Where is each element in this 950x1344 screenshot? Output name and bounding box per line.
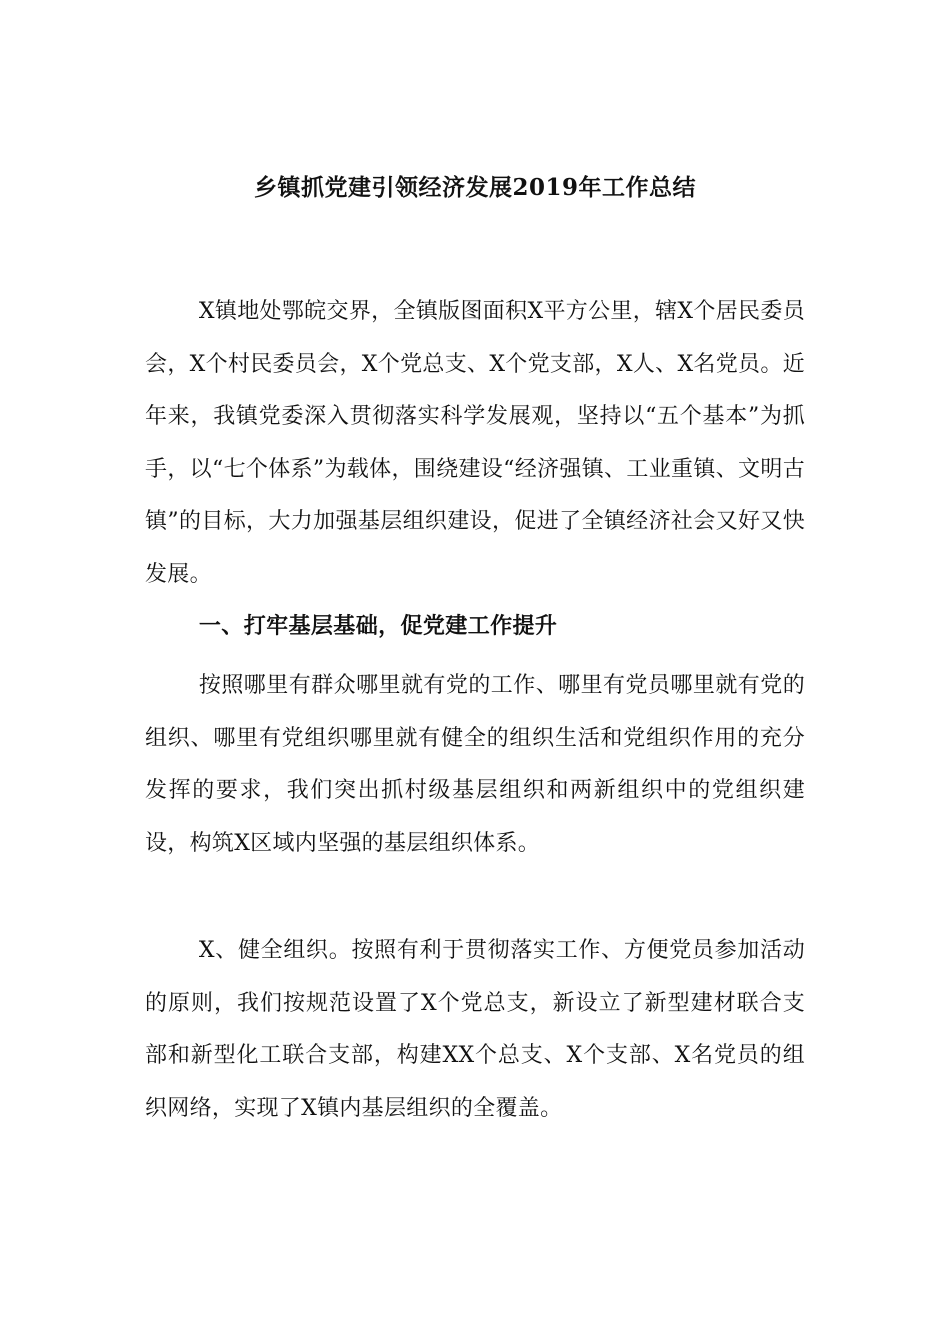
body-paragraph-organization: X、健全组织。按照有利于贯彻落实工作、方便党员参加活动的原则，我们按规范设置了X个党总支，新设立了新型建材联合支部和新型化工联合支部，构建XX个总支、X个支部、X名党员的组织网络，实现了X镇内基层组织的全覆盖。 (145, 938, 805, 1121)
body-paragraph: 按照哪里有群众哪里就有党的工作、哪里有党员哪里就有党的组织、哪里有党组织哪里就有健全的组织生活和党组织作用的充分发挥的要求，我们突出抓村级基层组织和两新组织中的党组织建设，构筑X区域内坚强的基层组织体系。 (145, 673, 805, 856)
intro-paragraph: X镇地处鄂皖交界，全镇版图面积X平方公里，辖X个居民委员会，X个村民委员会，X个党总支、X个党支部，X人、X名党员。近年来，我镇党委深入贯彻落实科学发展观，坚持以“五个基本”为抓手，以“七个体系”为载体，围绕建设“经济强镇、工业重镇、文明古镇”的目标，大力加强基层组织建设，促进了全镇经济社会又好又快发展。 (145, 299, 805, 587)
document-title: 乡镇抓党建引领经济发展2019年工作总结 (253, 174, 696, 201)
section-heading: 一、打牢基层基础，促党建工作提升 (198, 613, 558, 639)
